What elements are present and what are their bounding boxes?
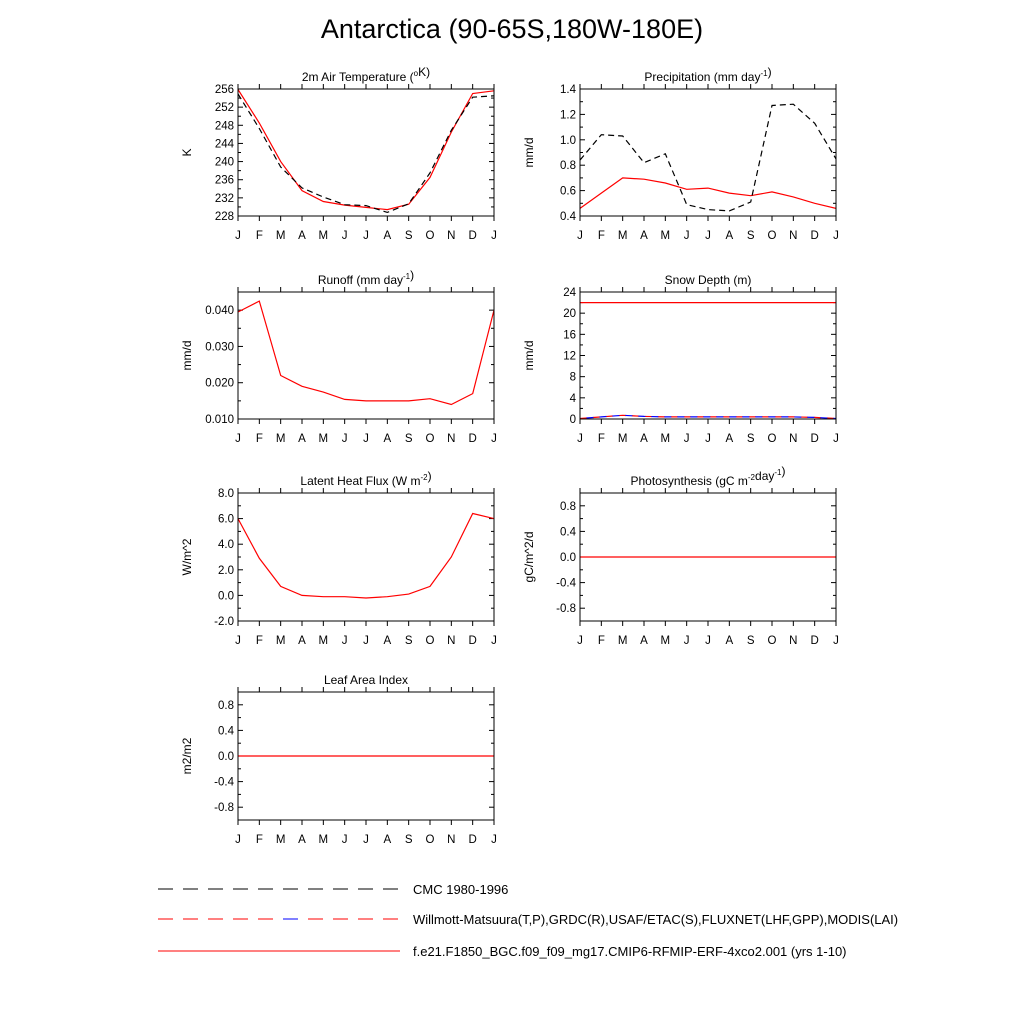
panel-gpp — [522, 464, 839, 647]
x-tick-label: A — [640, 230, 648, 242]
y-tick-label: 16 — [563, 329, 576, 342]
y-tick-label: 256 — [214, 84, 234, 96]
y-tick-label: 244 — [214, 138, 234, 151]
panel-title-unit: ( — [733, 273, 738, 287]
x-tick-label: J — [705, 230, 711, 242]
x-tick-label: N — [447, 230, 456, 242]
y-axis-label: m2/m2 — [180, 737, 194, 775]
x-tick-label: A — [298, 433, 306, 445]
y-tick-label: 0.4 — [560, 526, 576, 539]
panel-precip — [522, 65, 839, 242]
x-tick-label: J — [833, 230, 839, 242]
x-tick-label: M — [318, 230, 329, 242]
panel-title-unit: ( — [715, 474, 720, 488]
legend — [158, 882, 898, 959]
x-tick-label: M — [617, 433, 628, 445]
x-tick-label: F — [597, 433, 605, 445]
x-tick-label: J — [833, 433, 839, 445]
panel-title — [631, 464, 786, 488]
y-tick-label: 8.0 — [218, 488, 234, 500]
x-tick-label: S — [746, 635, 755, 647]
panel-title-unit: ) — [747, 273, 752, 287]
panel-title — [644, 65, 771, 84]
y-tick-label: 12 — [563, 350, 576, 363]
unit-superscript: -2 — [747, 473, 756, 482]
series-line-model — [238, 90, 494, 210]
panel-title-unit: ( — [713, 70, 718, 84]
y-axis-label: K — [180, 148, 194, 157]
y-tick-label: -2.0 — [214, 616, 234, 628]
y-tick-label: 0.030 — [205, 341, 234, 354]
plot-frame — [580, 89, 836, 216]
y-tick-label: 0.6 — [560, 185, 576, 198]
y-tick-label: 248 — [214, 120, 234, 133]
x-tick-label: A — [298, 834, 306, 846]
x-tick-label: S — [404, 635, 413, 647]
y-tick-label: 0.040 — [205, 305, 234, 318]
plot-frame — [238, 292, 494, 419]
x-tick-label: M — [318, 834, 329, 846]
panel-title-text: Runoff — [317, 273, 357, 287]
panel-title-text: Leaf Area Index — [323, 673, 409, 687]
x-tick-label: A — [383, 635, 392, 647]
unit-part: day — [755, 469, 775, 483]
y-tick-label: 240 — [214, 156, 234, 169]
x-tick-label: D — [468, 635, 477, 647]
x-tick-label: N — [789, 230, 798, 242]
x-tick-label: D — [468, 834, 477, 846]
x-tick-label: A — [725, 433, 734, 445]
x-tick-label: N — [789, 635, 798, 647]
x-tick-label: O — [767, 433, 777, 445]
x-tick-label: S — [404, 834, 413, 846]
x-tick-label: J — [577, 635, 583, 647]
x-tick-label: O — [425, 230, 435, 242]
x-tick-label: M — [660, 230, 671, 242]
x-tick-label: J — [683, 230, 690, 242]
y-tick-label: 0.8 — [218, 699, 234, 712]
x-tick-label: S — [404, 433, 413, 445]
x-tick-label: J — [491, 433, 497, 445]
x-tick-label: J — [577, 230, 583, 242]
panel-runoff — [180, 268, 497, 445]
y-tick-label: 0.0 — [560, 552, 576, 564]
panel-title — [665, 273, 752, 287]
x-tick-label: S — [746, 230, 755, 242]
y-tick-label: 232 — [214, 192, 234, 205]
x-tick-label: A — [383, 433, 392, 445]
y-tick-label: 228 — [214, 211, 234, 223]
x-tick-label: F — [255, 834, 263, 846]
x-tick-label: F — [255, 230, 263, 242]
x-tick-label: F — [255, 635, 263, 647]
panel-title-unit: ) — [767, 65, 772, 79]
x-tick-label: A — [640, 635, 648, 647]
y-tick-label: 0.4 — [218, 725, 234, 738]
figure-title: Antarctica (90-65S,180W-180E) — [320, 14, 704, 44]
x-tick-label: D — [810, 635, 819, 647]
x-tick-label: J — [363, 230, 369, 242]
series-line-model — [580, 178, 836, 209]
y-tick-label: 1.2 — [560, 109, 576, 122]
panel-title-unit: ) — [781, 464, 786, 478]
x-tick-label: O — [767, 635, 777, 647]
plot-frame — [580, 292, 836, 419]
x-tick-label: D — [468, 230, 477, 242]
unit-superscript: o — [413, 69, 419, 78]
x-tick-label: J — [235, 230, 241, 242]
unit-part: mm day — [360, 273, 404, 287]
x-tick-label: J — [683, 433, 690, 445]
x-tick-label: J — [235, 834, 241, 846]
panel-title-text: 2m Air Temperature — [301, 70, 410, 84]
x-tick-label: A — [725, 635, 734, 647]
y-tick-label: 8 — [569, 371, 576, 384]
x-tick-label: J — [705, 433, 711, 445]
x-tick-label: A — [298, 230, 306, 242]
x-tick-label: J — [363, 834, 369, 846]
unit-superscript: -1 — [760, 69, 768, 78]
x-tick-label: J — [491, 230, 497, 242]
x-tick-label: M — [660, 433, 671, 445]
panel-title-unit: ( — [356, 273, 361, 287]
x-tick-label: M — [275, 433, 286, 445]
x-tick-label: D — [810, 230, 819, 242]
x-tick-label: J — [341, 433, 348, 445]
x-tick-label: J — [833, 635, 839, 647]
x-tick-label: J — [235, 635, 241, 647]
x-tick-label: S — [746, 433, 755, 445]
unit-part: m — [737, 273, 748, 287]
legend-label: f.e21.F1850_BGC.f09_f09_mg17.CMIP6-RFMIP-ERF-4xco2.001 (yrs 1-10) — [413, 944, 847, 959]
legend-label: CMC 1980-1996 — [413, 882, 509, 897]
y-tick-label: 0.010 — [205, 414, 234, 426]
panel-lhf — [180, 469, 497, 647]
x-tick-label: M — [617, 635, 628, 647]
panel-lai — [180, 673, 497, 846]
y-tick-label: 0 — [569, 414, 576, 426]
unit-superscript: -1 — [774, 468, 782, 477]
y-tick-label: -0.8 — [214, 802, 234, 815]
x-tick-label: D — [468, 433, 477, 445]
legend-label: Willmott-Matsuura(T,P),GRDC(R),USAF/ETAC(S),FLUXNET(LHF,GPP),MODIS(LAI) — [413, 912, 899, 927]
x-tick-label: M — [617, 230, 628, 242]
x-tick-label: A — [383, 230, 392, 242]
x-tick-label: M — [275, 834, 286, 846]
x-tick-label: J — [705, 635, 711, 647]
x-tick-label: F — [597, 635, 605, 647]
x-tick-label: A — [298, 635, 306, 647]
panel-tsa — [180, 65, 497, 242]
x-tick-label: D — [810, 433, 819, 445]
series-line-model — [238, 301, 494, 404]
x-tick-label: O — [767, 230, 777, 242]
x-tick-label: F — [255, 433, 263, 445]
y-axis-label: mm/d — [180, 340, 194, 371]
x-tick-label: M — [275, 635, 286, 647]
y-tick-label: 236 — [214, 174, 234, 187]
x-tick-label: M — [275, 230, 286, 242]
x-tick-label: J — [577, 433, 583, 445]
y-tick-label: -0.4 — [556, 577, 576, 590]
x-tick-label: M — [318, 433, 329, 445]
x-tick-label: J — [341, 230, 348, 242]
x-tick-label: N — [447, 635, 456, 647]
panel-title-unit: ) — [426, 65, 431, 79]
unit-superscript: -2 — [420, 473, 428, 482]
unit-part: K — [418, 65, 427, 79]
legend-item — [158, 944, 847, 959]
y-axis-label: mm/d — [522, 340, 536, 371]
series-line-obs2 — [580, 415, 836, 418]
panel-title-unit: ) — [410, 268, 415, 282]
panel-title — [300, 469, 431, 488]
unit-part: gC m — [719, 474, 748, 488]
x-tick-label: J — [341, 834, 348, 846]
y-tick-label: 1.4 — [560, 84, 576, 96]
y-axis-label: W/m^2 — [180, 538, 194, 576]
x-tick-label: J — [683, 635, 690, 647]
x-tick-label: S — [404, 230, 413, 242]
panel-title — [318, 268, 414, 287]
x-tick-label: O — [425, 834, 435, 846]
unit-superscript: -1 — [403, 272, 411, 281]
legend-item — [158, 912, 898, 927]
series-line-model — [238, 514, 494, 599]
x-tick-label: F — [597, 230, 605, 242]
y-tick-label: 0.020 — [205, 377, 234, 390]
panel-title-text: Precipitation — [644, 70, 714, 84]
panel-snowdp — [522, 273, 839, 445]
x-tick-label: A — [640, 433, 648, 445]
panel-title-unit: ) — [427, 469, 432, 483]
y-axis-label: mm/d — [522, 137, 536, 168]
panel-title-unit: ( — [409, 70, 414, 84]
x-tick-label: A — [725, 230, 734, 242]
x-tick-label: N — [447, 834, 456, 846]
x-tick-label: J — [363, 635, 369, 647]
legend-item — [158, 882, 508, 897]
plot-frame — [238, 493, 494, 621]
panel-title-text: Snow Depth — [664, 273, 734, 287]
y-tick-label: 0.8 — [560, 500, 576, 513]
x-tick-label: J — [363, 433, 369, 445]
plot-frame — [238, 89, 494, 216]
y-tick-label: 1.0 — [560, 134, 576, 147]
y-tick-label: 20 — [563, 308, 576, 321]
y-tick-label: 6.0 — [218, 513, 234, 526]
y-tick-label: 2.0 — [218, 564, 234, 577]
y-tick-label: 0.8 — [560, 160, 576, 173]
unit-part: mm day — [717, 70, 761, 84]
x-tick-label: J — [491, 635, 497, 647]
x-tick-label: J — [235, 433, 241, 445]
x-tick-label: O — [425, 635, 435, 647]
panel-title — [302, 65, 430, 84]
unit-part: W m — [395, 474, 421, 488]
x-tick-label: J — [341, 635, 348, 647]
x-tick-label: O — [425, 433, 435, 445]
panel-title-text: Photosynthesis — [630, 474, 716, 488]
x-tick-label: A — [383, 834, 392, 846]
x-tick-label: M — [318, 635, 329, 647]
y-axis-label: gC/m^2/d — [522, 531, 536, 583]
y-tick-label: 4.0 — [218, 539, 234, 552]
y-tick-label: 0.0 — [218, 590, 234, 603]
y-tick-label: 4 — [569, 392, 576, 405]
x-tick-label: M — [660, 635, 671, 647]
x-tick-label: N — [447, 433, 456, 445]
y-tick-label: 252 — [214, 102, 234, 115]
y-tick-label: -0.8 — [556, 603, 576, 616]
y-tick-label: 24 — [563, 287, 576, 299]
x-tick-label: J — [491, 834, 497, 846]
y-tick-label: -0.4 — [214, 776, 234, 789]
series-line-obs1 — [580, 104, 836, 211]
x-tick-label: N — [789, 433, 798, 445]
y-tick-label: 0.0 — [218, 751, 234, 763]
panel-title-unit: ( — [391, 474, 396, 488]
panel-title — [324, 673, 408, 687]
panel-title-text: Latent Heat Flux — [300, 474, 392, 488]
y-tick-label: 0.4 — [560, 211, 576, 223]
